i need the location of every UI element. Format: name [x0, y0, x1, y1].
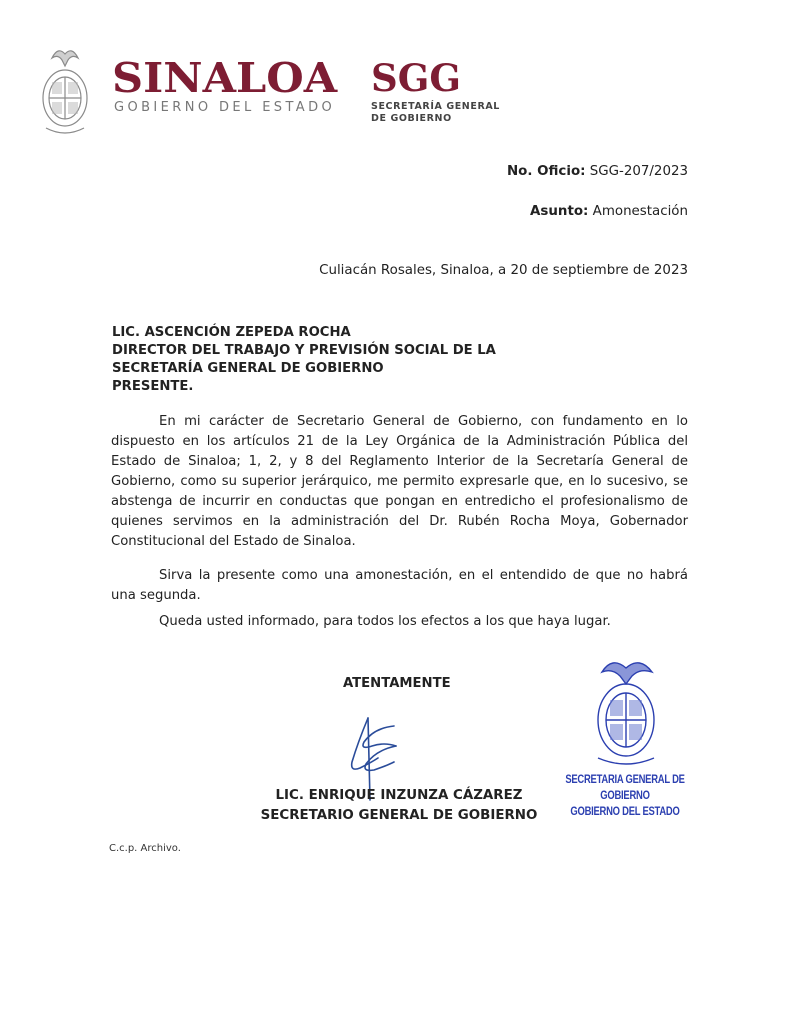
recipient-name: LIC. ASCENCIÓN ZEPEDA ROCHA [112, 325, 351, 340]
signer-title: SECRETARIO GENERAL DE GOBIERNO [260, 808, 538, 823]
seal-text-line1: SECRETARIA GENERAL DE GOBIERNO [565, 774, 685, 802]
place-date: Culiacán Rosales, Sinaloa, a 20 de septiembre de 2023 [319, 263, 688, 278]
seal-text [555, 772, 694, 820]
recipient-title-line1: DIRECTOR DEL TRABAJO Y PREVISIÓN SOCIAL DE LA [112, 343, 496, 358]
asunto-value: Amonestación [592, 204, 688, 219]
oficio-number [507, 164, 688, 179]
state-name: SINALOA [112, 54, 338, 102]
signer-block [254, 786, 544, 826]
recipient-title-line2: SECRETARÍA GENERAL DE GOBIERNO [112, 361, 384, 376]
valediction: ATENTAMENTE [343, 676, 451, 691]
asunto-label: Asunto: [530, 204, 589, 219]
body-paragraph-3: Queda usted informado, para todos los efectos a los que haya lugar. [159, 614, 611, 629]
signer-name: LIC. ENRIQUE INZUNZA CÁZAREZ [275, 788, 523, 803]
agency-name-line2: DE GOBIERNO [371, 113, 452, 124]
carbon-copy: C.c.p. Archivo. [109, 843, 181, 854]
agency-name [371, 101, 500, 125]
recipient-block [112, 324, 496, 396]
coat-of-arms-icon [38, 42, 92, 140]
oficio-value: SGG-207/2023 [589, 164, 688, 179]
state-subtitle: GOBIERNO DEL ESTADO [114, 100, 336, 115]
seal-text-line2: GOBIERNO DEL ESTADO [570, 806, 680, 818]
body-paragraph-1: En mi carácter de Secretario General de Gobierno, con fundamento en lo dispuesto en los artículos 21 de la Ley Orgánica de la Administración Pública del Estado de Sinaloa; 1, 2, y 8 del Reglamento Interior de la Secretaría General de Gobierno, como su superior jerárquico, me permito expresarle que, en lo sucesivo, se abstenga de incurrir en conductas que pongan en entredicho el profesionalismo de quienes servimos en la administración del Dr. Rubén Rocha Moya, Gobernador Constitucional del Estado de Sinaloa. [111, 414, 688, 549]
body-paragraph-2: Sirva la presente como una amonestación, en el entendido de que no habrá una segunda. [111, 568, 688, 603]
agency-acronym: SGG [371, 56, 461, 100]
official-seal-icon [590, 654, 662, 772]
oficio-label: No. Oficio: [506, 164, 586, 179]
subject [530, 204, 688, 219]
agency-name-line1: SECRETARÍA GENERAL [371, 101, 500, 112]
salutation: PRESENTE. [112, 379, 194, 394]
